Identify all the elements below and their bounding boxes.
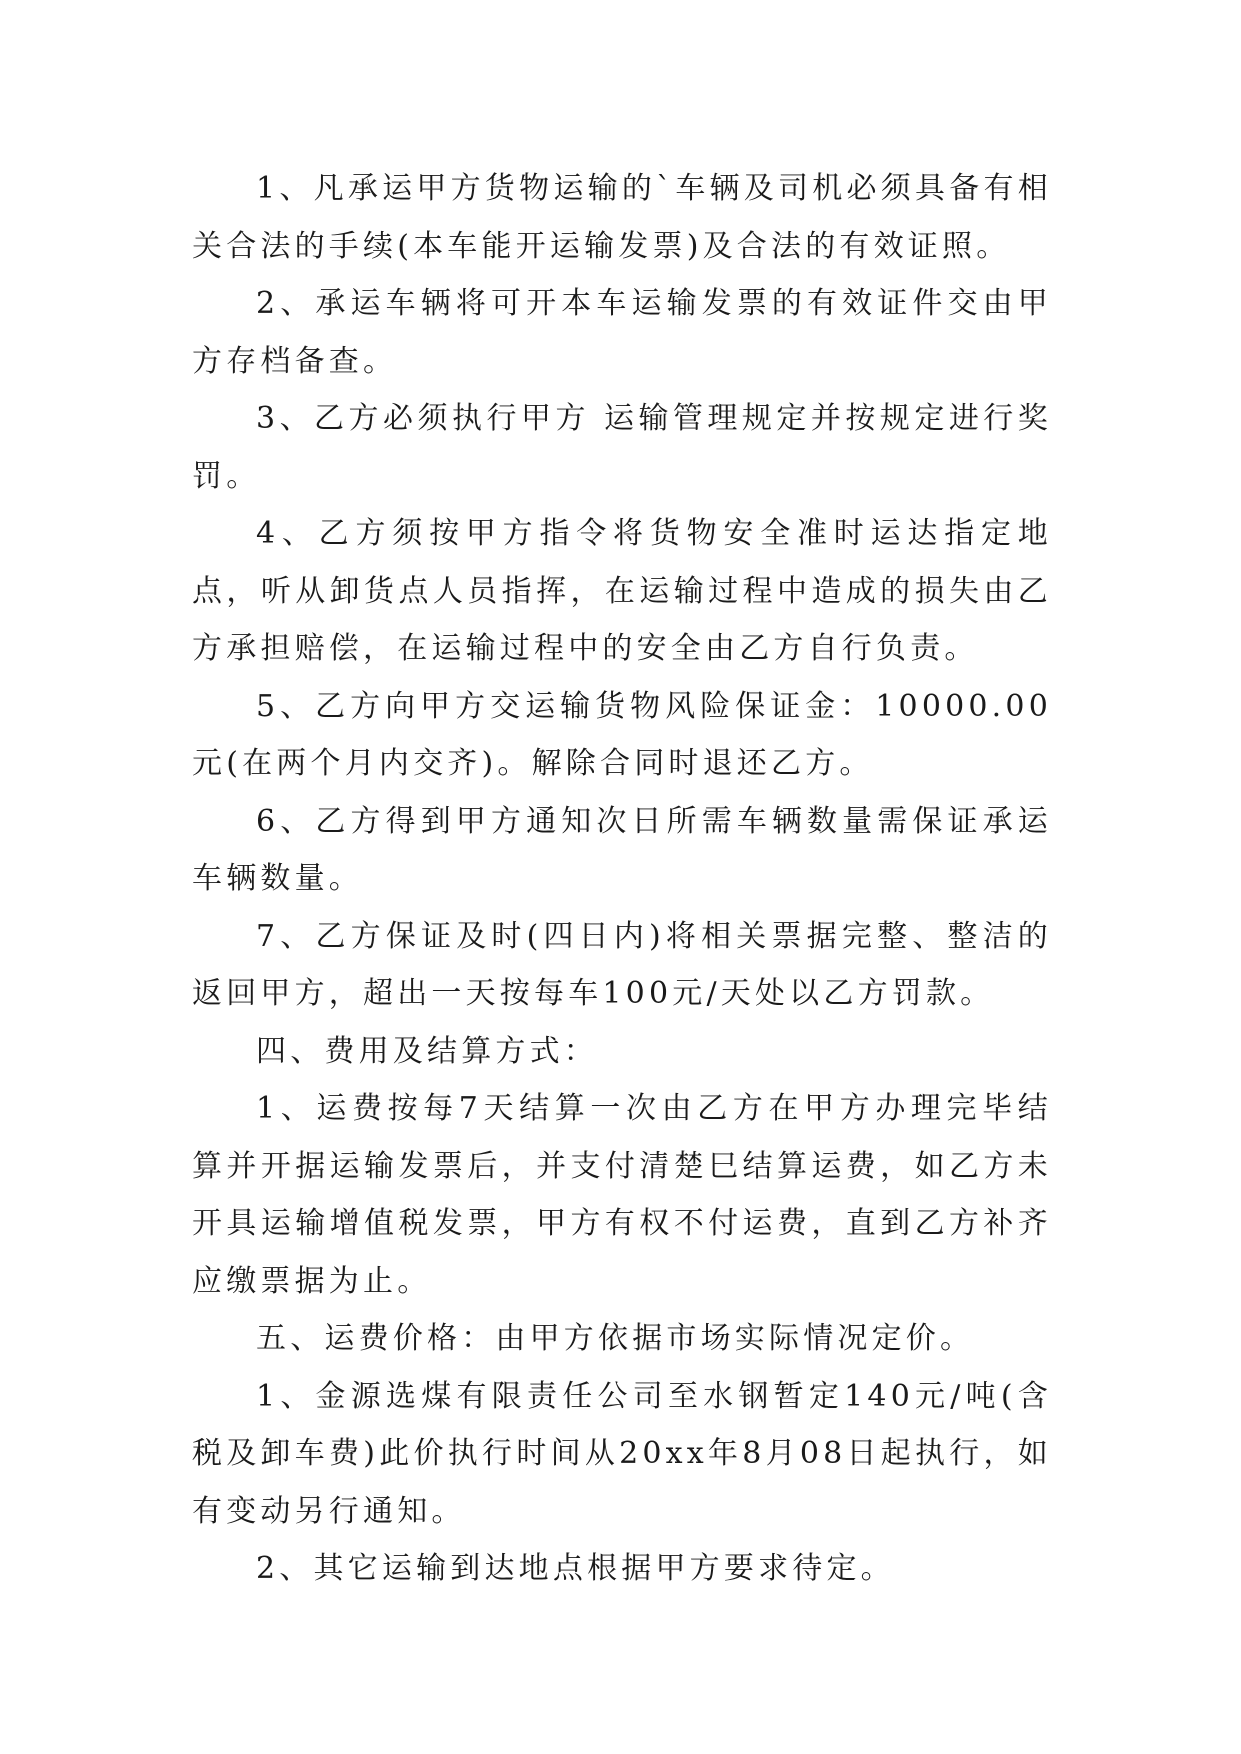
section-heading-price: 五、运费价格：由甲方依据市场实际情况定价。 xyxy=(256,1321,975,1356)
paragraph-6: 6、乙方得到甲方通知次日所需车辆数量需保证承运车辆数量。 xyxy=(192,803,1052,896)
document-body xyxy=(192,160,1052,1598)
paragraph-4: 4、乙方须按甲方指令将货物安全准时运达指定地点，听从卸货点人员指挥，在运输过程中造成的损失由乙方承担赔偿，在运输过程中的安全由乙方自行负责。 xyxy=(192,516,1052,666)
paragraph-5: 5、乙方向甲方交运输货物风险保证金：10000.00元(在两个月内交齐)。解除合同时退还乙方。 xyxy=(192,688,1052,781)
paragraph-price-1: 1、金源选煤有限责任公司至水钢暂定140元/吨(含税及卸车费)此价执行时间从20xx年8月08日起执行，如有变动另行通知。 xyxy=(192,1378,1052,1529)
paragraph-price-2: 2、其它运输到达地点根据甲方要求待定。 xyxy=(256,1551,895,1586)
section-heading-fees: 四、费用及结算方式： xyxy=(256,1033,598,1069)
paragraph-2: 2、承运车辆将可开本车运输发票的有效证件交由甲方存档备查。 xyxy=(192,286,1052,379)
paragraph-1: 1、凡承运甲方货物运输的`车辆及司机必须具备有相关合法的手续(本车能开运输发票)及合法的有效证照。 xyxy=(192,171,1052,264)
paragraph-3: 3、乙方必须执行甲方 运输管理规定并按规定进行奖罚。 xyxy=(192,401,1052,494)
paragraph-7: 7、乙方保证及时(四日内)将相关票据完整、整洁的返回甲方，超出一天按每车100元/天处以乙方罚款。 xyxy=(192,918,1052,1011)
paragraph-settlement: 1、运费按每7天结算一次由乙方在甲方办理完毕结算并开据运输发票后，并支付清楚巳结算运费，如乙方未开具运输增值税发票，甲方有权不付运费，直到乙方补齐应缴票据为止。 xyxy=(192,1091,1052,1299)
